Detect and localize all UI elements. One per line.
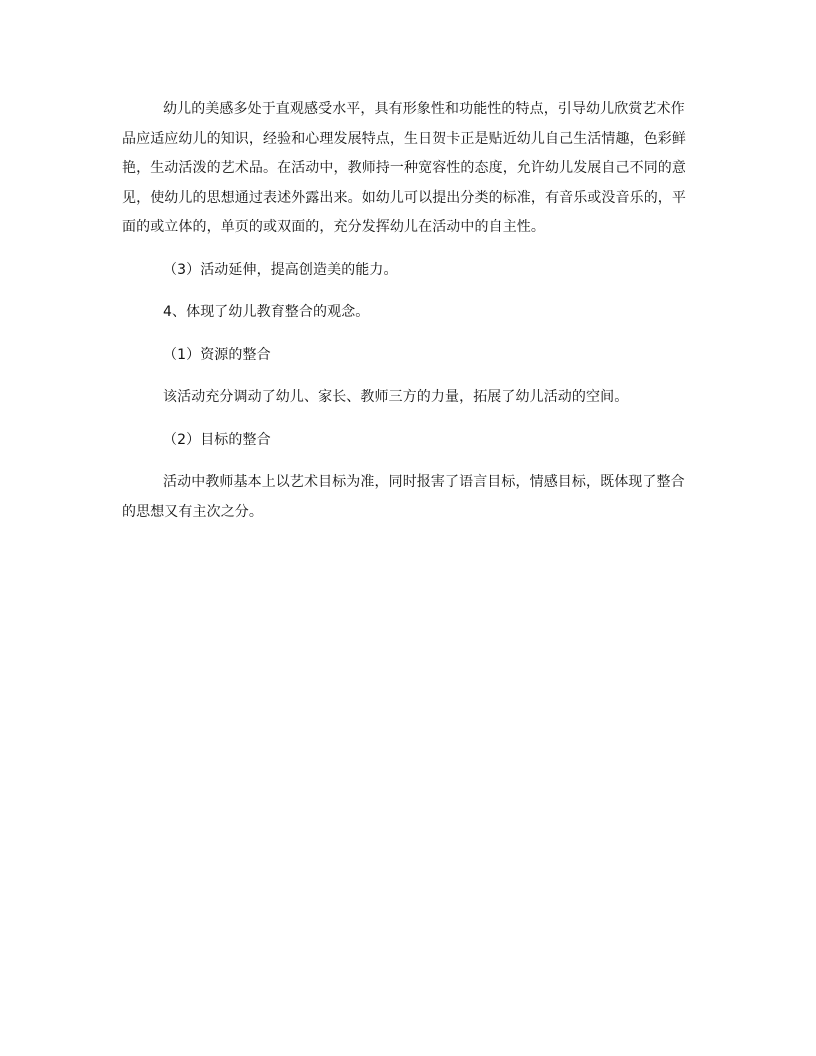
paragraph-activity-extension: （3）活动延伸，提高创造美的能力。 xyxy=(163,261,398,278)
paragraph-goal-integration-heading: （2）目标的整合 xyxy=(163,431,271,448)
paragraph-integration-concept: 4、体现了幼儿教育整合的观念。 xyxy=(163,304,370,320)
paragraph-aesthetic-features: 幼儿的美感多处于直观感受水平，具有形象性和功能性的特点，引导幼儿欣赏艺术作品应适应幼儿的知识，经验和心理发展特点，生日贺卡正是贴近幼儿自己生活情趣，色彩鲜艳，生动活泼的艺术品。在活动中，教师持一种宽容性的态度，允许幼儿发展自己不同的意见，使幼儿的思想通过表述外露出来。如幼儿可以提出分类的标准，有音乐或没音乐的，平面的或立体的，单页的或双面的，充分发挥幼儿在活动中的自主性。 xyxy=(122,101,686,235)
paragraph-resource-integration-text: 该活动充分调动了幼儿、家长、教师三方的力量，拓展了幼儿活动的空间。 xyxy=(163,389,629,405)
document-body xyxy=(122,95,694,527)
paragraph-goal-integration-text: 活动中教师基本上以艺术目标为准，同时报害了语言目标，情感目标，既体现了整合的思想又有主次之分。 xyxy=(122,474,685,520)
paragraph-resource-integration-heading: （1）资源的整合 xyxy=(163,346,271,363)
